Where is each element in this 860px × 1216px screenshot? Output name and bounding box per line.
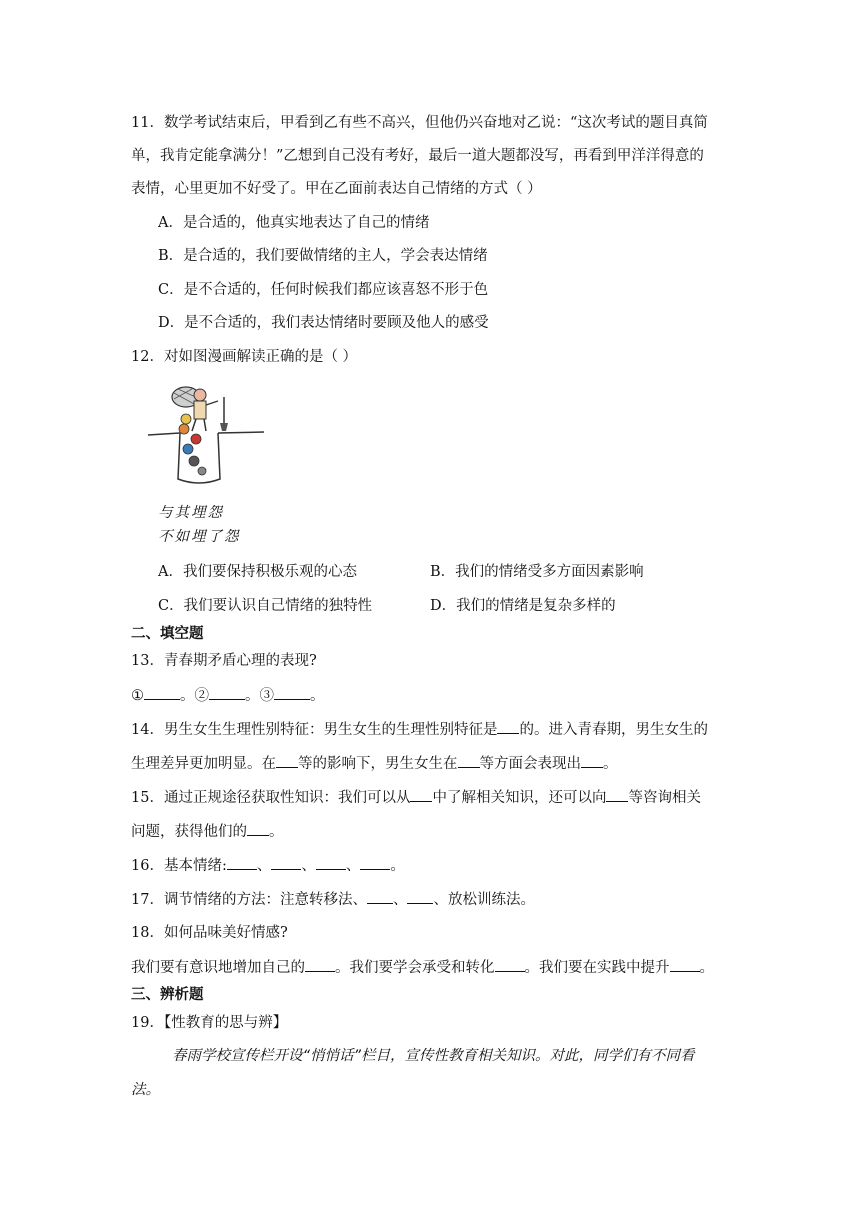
q11-option-a: A．是合适的，他真实地表达了自己的情绪: [158, 215, 430, 231]
q19-text-line-2: 法。: [131, 1082, 160, 1098]
q15-text-c: 等咨询相关: [628, 790, 701, 806]
q17-text-a: 17．调节情绪的方法：注意转移法、: [131, 892, 367, 908]
answer-blank[interactable]: [227, 855, 257, 870]
cartoon-caption-1: 与其埋怨: [158, 505, 224, 521]
q11-option-c: C．是不合适的，任何时候我们都应该喜怒不形于色: [158, 282, 489, 298]
q14-text-e: 等方面会表现出: [479, 756, 581, 772]
q13-prefix: ①: [131, 688, 144, 704]
q14-text-a: 14．男生女生生理性别特征：男生女生的生理性别特征是: [131, 722, 498, 738]
q11-line-3: 表情，心里更加不好受了。甲在乙面前表达自己情绪的方式（ ）: [131, 181, 542, 197]
q16-sep: 、: [301, 858, 316, 874]
q15-line-1: [131, 787, 701, 808]
q16-line: [131, 855, 405, 876]
q17-line: [131, 889, 535, 910]
q16-end: 。: [390, 858, 405, 874]
answer-blank[interactable]: [407, 889, 433, 904]
q13-end: 。: [310, 688, 325, 704]
q13-stem: 13．青春期矛盾心理的表现?: [131, 653, 317, 669]
answer-blank[interactable]: [305, 957, 335, 972]
answer-blank[interactable]: [495, 957, 525, 972]
q19-stem: 19．【性教育的思与辨】: [131, 1015, 288, 1031]
q14-text-c: 生理差异更加明显。在: [131, 756, 276, 772]
q11-option-d: D．是不合适的，我们表达情绪时要顾及他人的感受: [158, 315, 489, 331]
q18-text-a: 我们要有意识地增加自己的: [131, 960, 305, 976]
answer-blank[interactable]: [497, 719, 519, 734]
q11-line-1: 11．数学考试结束后，甲看到乙有些不高兴，但他仍兴奋地对乙说：“这次考试的题目真简: [131, 115, 708, 131]
answer-blank[interactable]: [209, 685, 245, 700]
answer-blank[interactable]: [360, 855, 390, 870]
q16-text: 16．基本情绪:: [131, 858, 227, 874]
section-title-analysis: 三、辨析题: [131, 986, 204, 1003]
q12-option-d: D．我们的情绪是复杂多样的: [430, 598, 616, 614]
answer-blank[interactable]: [276, 753, 298, 768]
q18-answer-line: [131, 957, 714, 978]
q16-sep: 、: [345, 858, 361, 874]
q13-sep-2: 。③: [245, 688, 274, 704]
q11-line-2: 单，我肯定能拿满分！”乙想到自己没有考好，最后一道大题都没写，再看到甲洋洋得意的: [131, 148, 704, 164]
answer-blank[interactable]: [247, 821, 269, 836]
q12-option-c: C．我们要认识自己情绪的独特性: [158, 598, 373, 614]
answer-blank[interactable]: [144, 685, 180, 700]
q14-line-1: [131, 719, 708, 740]
cartoon-caption-2: 不如埋了怨: [158, 529, 241, 545]
answer-blank[interactable]: [410, 787, 432, 802]
q19-text-line-1: 春雨学校宣传栏开设“悄悄话”栏目，宣传性教育相关知识。对此，同学们有不同看: [172, 1048, 695, 1064]
q12-option-a: A．我们要保持积极乐观的心态: [158, 564, 357, 580]
answer-blank[interactable]: [606, 787, 628, 802]
q12-option-b: B．我们的情绪受多方面因素影响: [430, 564, 644, 580]
q15-line-2: [131, 821, 284, 842]
answer-blank[interactable]: [670, 957, 700, 972]
q15-text-a: 15．通过正规途径获取性知识：我们可以从: [131, 790, 411, 806]
answer-blank[interactable]: [274, 685, 310, 700]
q18-stem: 18．如何品味美好情感?: [131, 925, 288, 941]
answer-blank[interactable]: [316, 855, 346, 870]
q11-option-b: B．是合适的，我们要做情绪的主人，学会表达情绪: [158, 248, 488, 264]
q14-text-d: 等的影响下，男生女生在: [298, 756, 458, 772]
q18-text-c: 。我们要在实践中提升: [524, 960, 670, 976]
q13-answer-line: [131, 685, 325, 706]
q14-line-2: [131, 753, 618, 774]
q14-text-b: 的。进入青春期，男生女生的: [519, 722, 708, 738]
q13-sep-1: 。②: [180, 688, 209, 704]
q17-text-b: 、放松训练法。: [433, 892, 535, 908]
answer-blank[interactable]: [367, 889, 393, 904]
section-title-fill-blank: 二、填空题: [131, 625, 204, 642]
q12-stem: 12．对如图漫画解读正确的是（ ）: [131, 349, 358, 365]
q17-sep: 、: [392, 892, 408, 908]
cartoon-image: [144, 383, 270, 549]
q15-text-e: 。: [269, 824, 284, 840]
q16-sep: 、: [256, 858, 272, 874]
answer-blank[interactable]: [271, 855, 301, 870]
q15-text-b: 中了解相关知识，还可以向: [432, 790, 607, 806]
answer-blank[interactable]: [458, 753, 480, 768]
q15-text-d: 问题，获得他们的: [131, 824, 247, 840]
q18-text-b: 。我们要学会承受和转化: [335, 960, 495, 976]
q18-text-d: 。: [699, 960, 714, 976]
answer-blank[interactable]: [581, 753, 603, 768]
q14-text-f: 。: [603, 756, 618, 772]
